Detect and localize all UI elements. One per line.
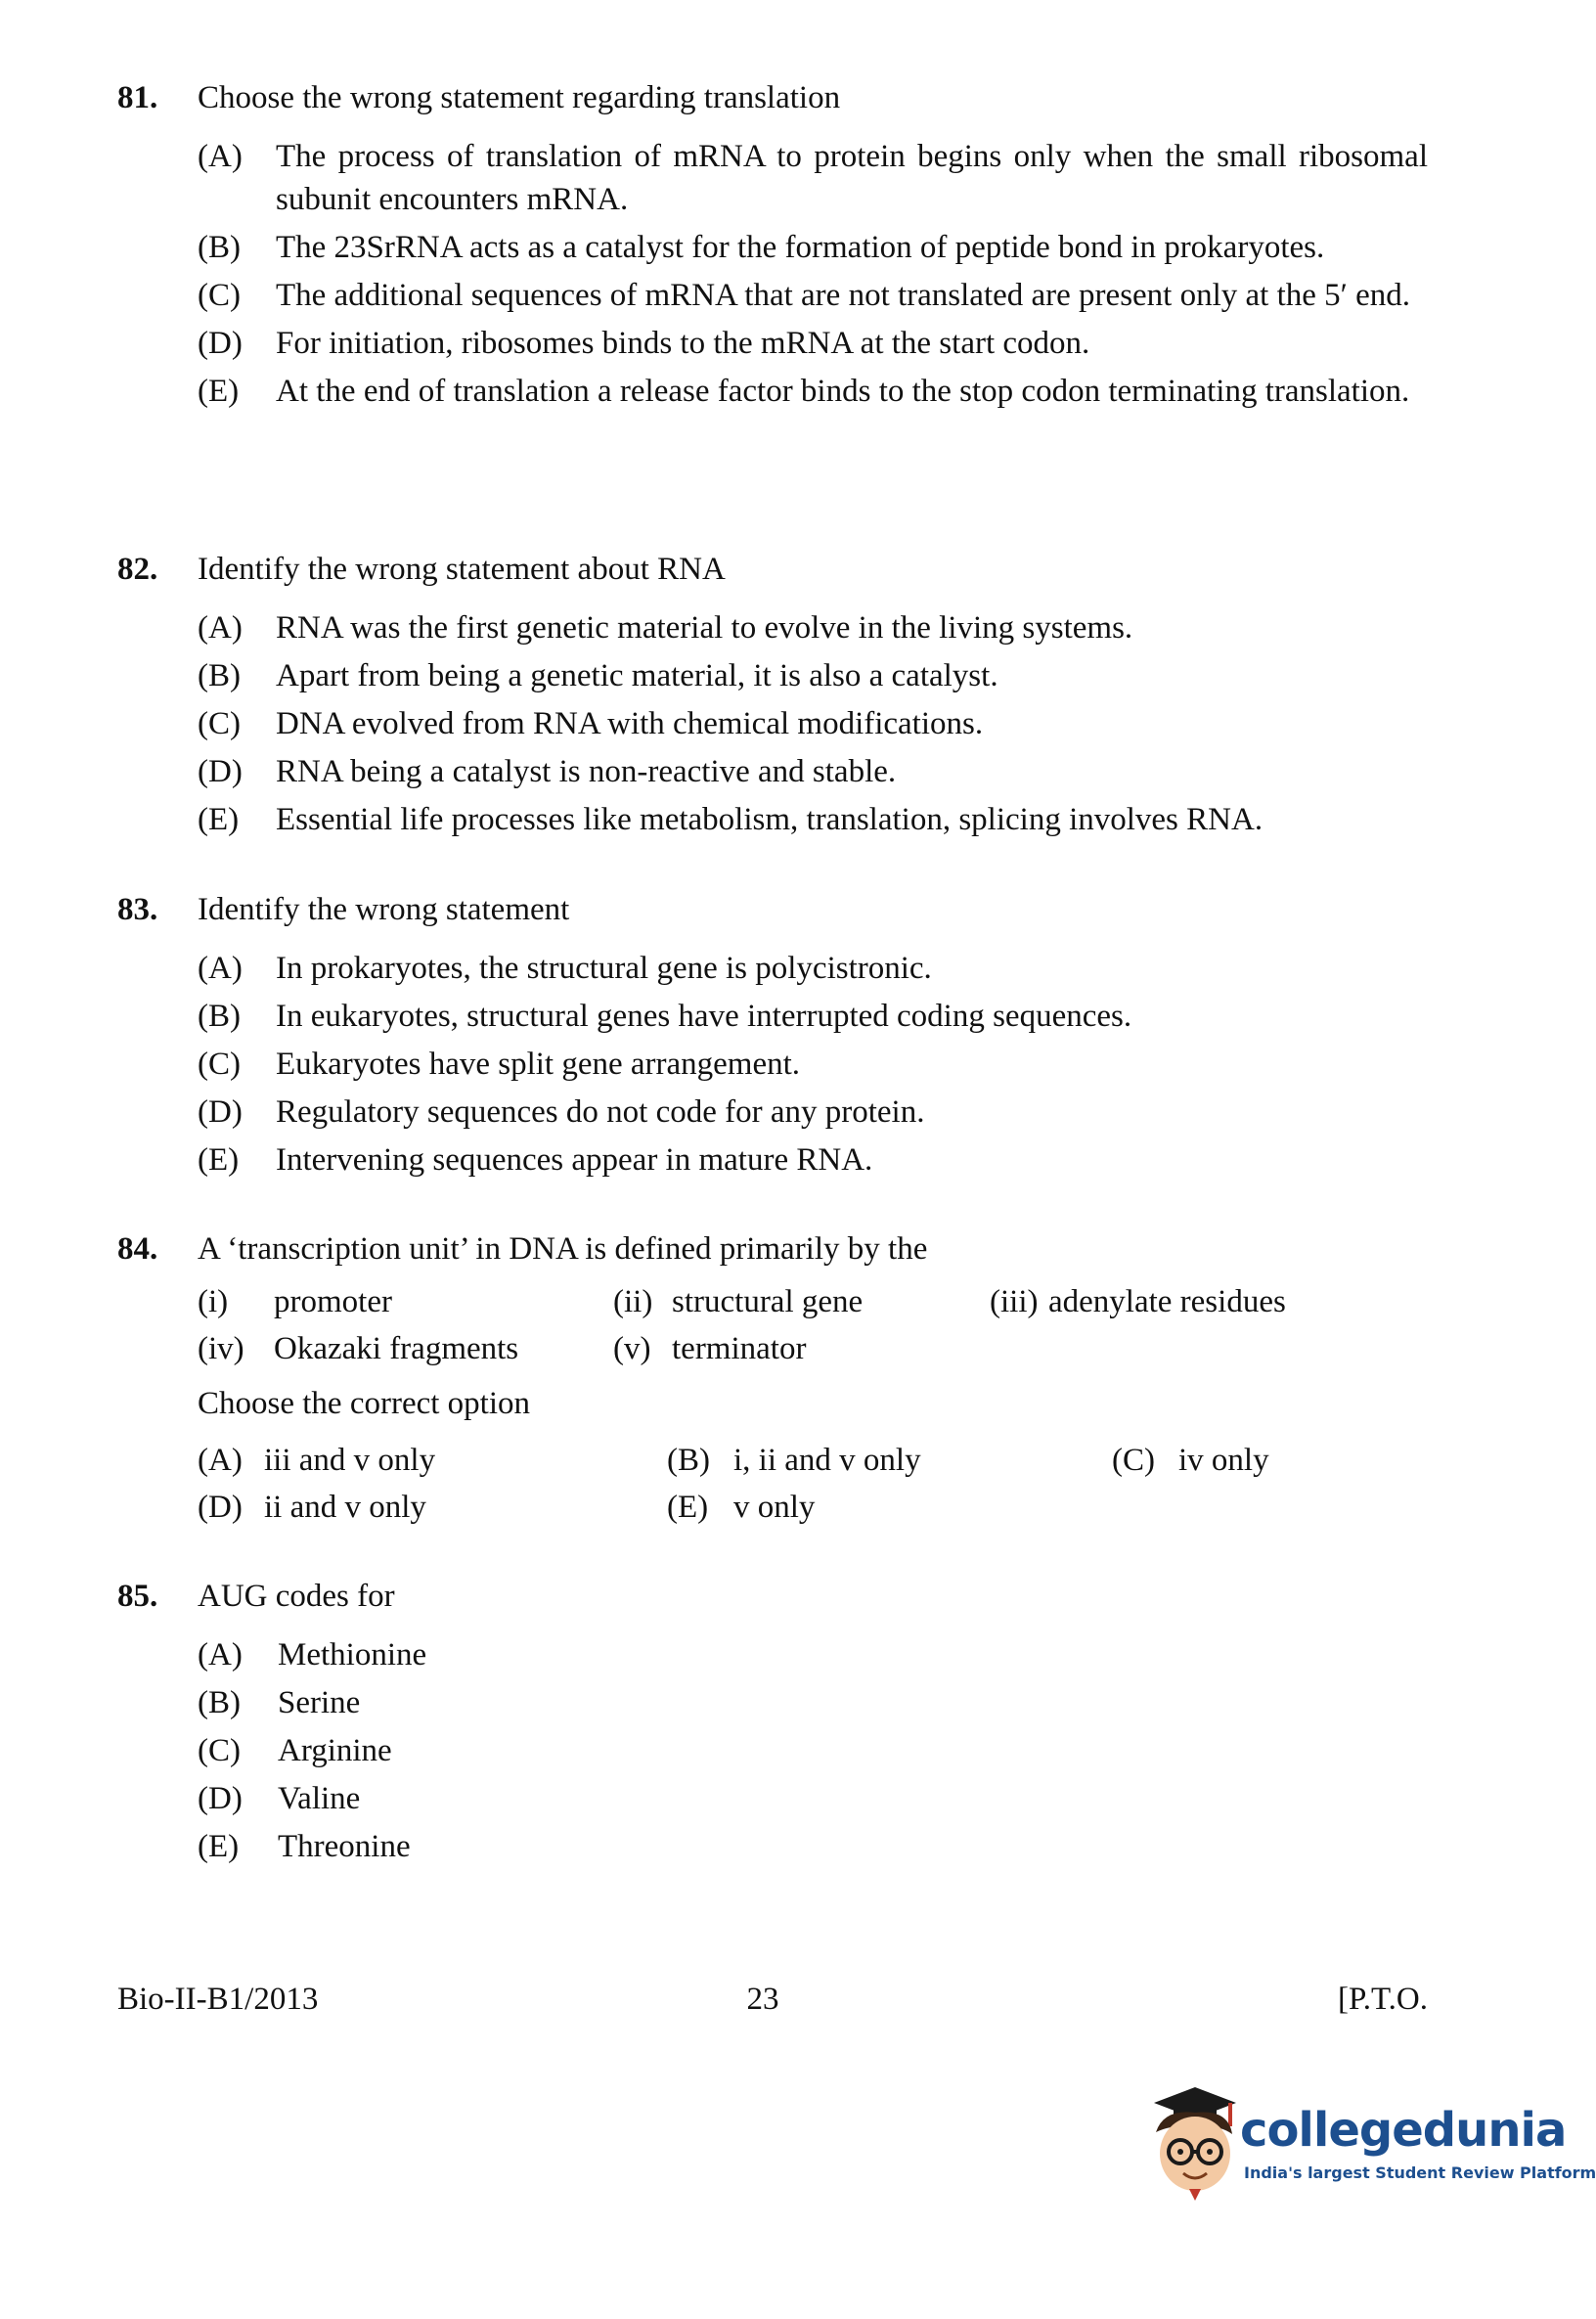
item-iv [198,1327,613,1370]
option-b [198,654,1428,697]
option-a [198,1439,667,1482]
option-text: RNA was the first genetic material to evolve in the living systems. [276,610,1133,646]
item-text: terminator [672,1331,807,1366]
page-number: 23 [746,1982,779,2017]
option-label: (D) [198,1490,243,1525]
option-a [198,947,1428,990]
option-text: Valine [278,1781,361,1816]
question-text: AUG codes for [198,1579,395,1614]
option-label: (E) [198,374,240,409]
option-text: DNA evolved from RNA with chemical modifications. [276,706,984,741]
option-c [198,274,1428,317]
brand-tagline: India's largest Student Review Platform [1244,2163,1596,2182]
option-label: (B) [198,230,241,265]
option-label: (E) [198,1142,240,1178]
option-label: (B) [198,1685,241,1720]
option-d [198,1486,667,1529]
option-label: (A) [198,610,243,646]
option-label: (C) [198,1733,241,1768]
empty-cell [990,1323,1361,1370]
item-v [613,1327,990,1370]
option-text: Regulatory sequences do not code for any protein. [276,1094,925,1130]
option-b [198,995,1428,1038]
option-text: In prokaryotes, the structural gene is polycistronic. [276,951,932,986]
option-text: Essential life processes like metabolism, translation, splicing involves RNA. [276,802,1264,837]
option-text: iii and v only [264,1443,436,1478]
paper-code: Bio-II-B1/2013 [117,1982,319,2017]
question-number: 81. [117,80,158,115]
option-text: ii and v only [264,1490,426,1525]
statement-items [198,1280,1428,1370]
option-text: For initiation, ribosomes binds to the mRNA at the start codon. [276,326,1090,361]
option-label: (C) [1112,1443,1155,1478]
item-iii [990,1280,1361,1323]
question-number: 83. [117,892,158,927]
option-text: Methionine [278,1637,427,1672]
option-c [198,702,1428,745]
option-text: Eukaryotes have split gene arrangement. [276,1047,801,1082]
option-label: (A) [198,1637,243,1672]
option-text: The process of translation of mRNA to protein begins only when the small ribosomal subunit encounters mRNA. [276,139,1428,217]
item-label: (iv) [198,1331,244,1366]
option-d [198,322,1428,365]
collegedunia-logo [1134,2075,1596,2212]
option-label: (D) [198,1094,243,1130]
question-82 [117,548,1428,846]
item-text: promoter [274,1284,392,1319]
option-label: (D) [198,754,243,789]
item-label: (i) [198,1284,229,1319]
option-d [198,1777,1428,1820]
option-label: (C) [198,1047,241,1082]
option-label: (C) [198,706,241,741]
option-c [198,1729,1428,1772]
option-label: (E) [198,1829,240,1864]
option-text: Serine [278,1685,361,1720]
option-e [198,1825,1428,1868]
option-e [198,370,1428,413]
option-e [667,1486,1112,1529]
option-label: (B) [198,658,241,693]
brand-name: collegedunia [1240,2103,1567,2158]
option-text: Arginine [278,1733,392,1768]
option-text: i, ii and v only [733,1443,921,1478]
option-d [198,750,1428,793]
pto-marker: [P.T.O. [1338,1982,1428,2017]
option-text: Threonine [278,1829,411,1864]
option-text: In eukaryotes, structural genes have interrupted coding sequences. [276,999,1132,1034]
question-number: 84. [117,1231,158,1267]
option-label: (D) [198,326,243,361]
answer-options [198,1439,1428,1529]
item-i [198,1280,613,1323]
option-text: v only [733,1490,816,1525]
option-text: Apart from being a genetic material, it is also a catalyst. [276,658,998,693]
option-text: Intervening sequences appear in mature RNA. [276,1142,873,1178]
item-text: structural gene [672,1284,864,1319]
option-label: (B) [667,1443,710,1478]
option-label: (C) [198,278,241,313]
question-text: Identify the wrong statement [198,892,570,927]
option-c [1112,1439,1405,1482]
question-84 [117,1227,1428,1533]
question-number: 82. [117,552,158,587]
item-ii [613,1280,990,1323]
option-b [198,1681,1428,1724]
option-label: (E) [198,802,240,837]
item-text: Okazaki fragments [274,1331,519,1366]
item-label: (iii) [990,1284,1039,1319]
choose-prompt: Choose the correct option [198,1386,530,1421]
question-83 [117,888,1428,1186]
option-text: At the end of translation a release factor binds to the stop codon terminating translation. [276,374,1410,409]
item-label: (ii) [613,1284,653,1319]
option-a [198,1633,1428,1676]
option-label: (B) [198,999,241,1034]
option-a [198,606,1428,649]
question-text: Identify the wrong statement about RNA [198,552,726,587]
item-text: adenylate residues [1048,1284,1286,1319]
option-label: (A) [198,1443,243,1478]
option-c [198,1043,1428,1086]
option-label: (A) [198,951,243,986]
question-85 [117,1575,1428,1873]
option-text: The 23SrRNA acts as a catalyst for the formation of peptide bond in prokaryotes. [276,230,1325,265]
question-number: 85. [117,1579,158,1614]
option-label: (A) [198,139,243,174]
option-e [198,798,1428,841]
option-label: (D) [198,1781,243,1816]
mascot-icon [1134,2075,1242,2203]
option-a [198,135,1428,221]
option-text: The additional sequences of mRNA that are not translated are present only at the 5′ end. [276,278,1411,313]
option-text: iv only [1178,1443,1269,1478]
question-text: A ‘transcription unit’ in DNA is defined primarily by the [198,1231,928,1267]
option-label: (E) [667,1490,709,1525]
question-text: Choose the wrong statement regarding translation [198,80,841,115]
option-d [198,1091,1428,1134]
option-text: RNA being a catalyst is non-reactive and stable. [276,754,897,789]
option-b [198,226,1428,269]
option-b [667,1439,1112,1482]
item-label: (v) [613,1331,651,1366]
option-e [198,1138,1428,1182]
question-81 [117,76,1428,418]
